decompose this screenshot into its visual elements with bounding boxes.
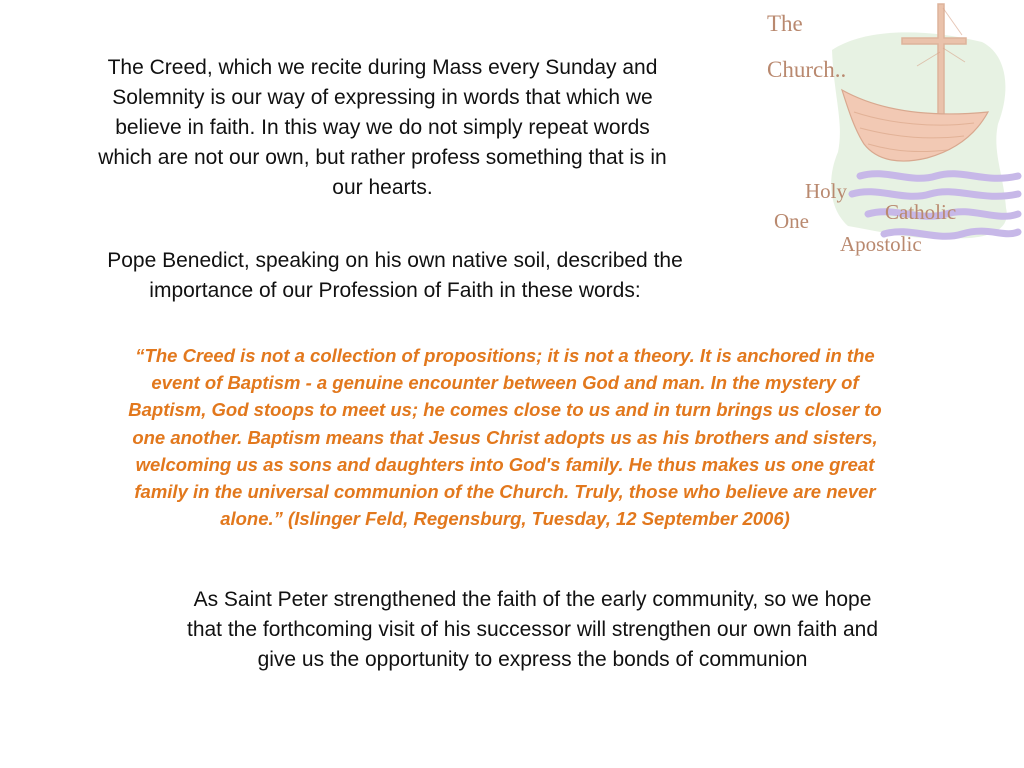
logo-title-line1: The [767, 11, 803, 36]
church-logo [760, 0, 1024, 270]
logo-word-holy: Holy [805, 179, 847, 203]
logo-word-one: One [774, 209, 809, 233]
logo-title-line2: Church.. [767, 57, 847, 82]
pope-benedict-intro-paragraph: Pope Benedict, speaking on his own native soil, described the importance of our Profession of Faith in these words: [107, 249, 683, 302]
creed-intro-paragraph: The Creed, which we recite during Mass every Sunday and Solemnity is our way of expressing in words that which we believe in faith. In this way we do not simply repeat words which are not our own, but rather profess something that is in our hearts. [98, 56, 667, 199]
saint-peter-paragraph: As Saint Peter strengthened the faith of the early community, so we hope that the forthcoming visit of his successor will strengthen our own faith and give us the opportunity to express the bonds of communion [186, 588, 878, 671]
logo-word-apostolic: Apostolic [840, 232, 922, 256]
logo-word-catholic: Catholic [885, 200, 957, 224]
pope-benedict-quote: “The Creed is not a collection of propositions; it is not a theory. It is anchored in the event of Baptism - a genuine encounter between God and man. In the mystery of Baptism, God stoops to meet us; he comes close to us and in turn brings us closer to one another. Baptism means that Jesus Christ adopts us as his brothers and sisters, welcoming us as sons and daughters into God's family. He thus makes us one great family in the universal communion of the Church. Truly, those who believe are never alone.” (Islinger Feld, Regensburg, Tuesday, 12 September 2006) [128, 345, 882, 530]
